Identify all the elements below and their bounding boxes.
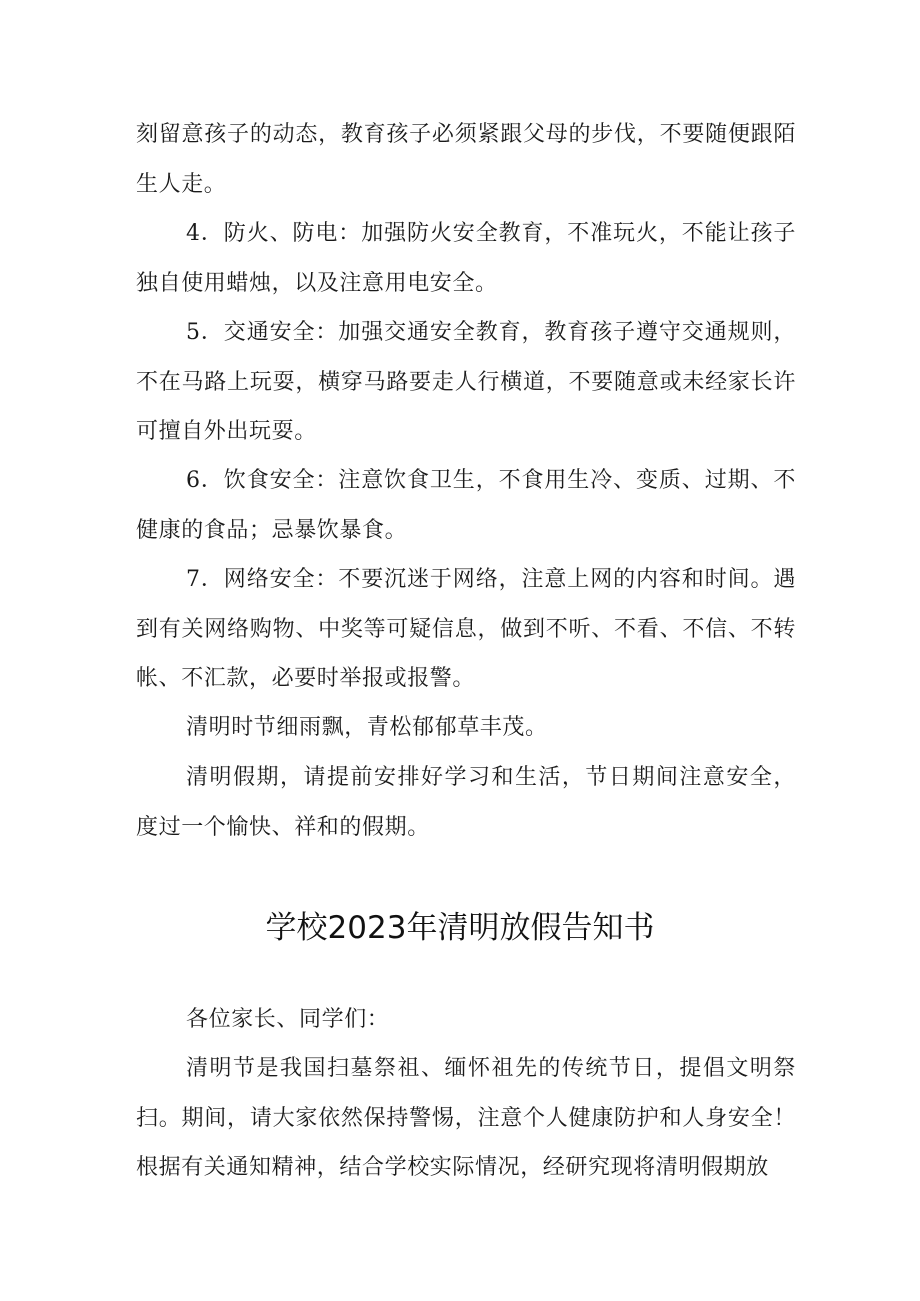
salutation: 各位家长、同学们： [186, 1007, 390, 1032]
item-traffic-safety: 5．交通安全：加强交通安全教育，教育孩子遵守交通规则，不在马路上玩耍，横穿马路要走人行横道，不要随意或未经家长许可擅自外出玩耍。 [136, 320, 796, 444]
closing-text: 清明假期，请提前安排好学习和生活，节日期间注意安全，度过一个愉快、祥和的假期。 [136, 765, 796, 840]
continued-paragraph: 刻留意孩子的动态，教育孩子必须紧跟父母的步伐，不要随便跟陌生人走。 [136, 122, 796, 197]
item-internet-safety: 7．网络安全：不要沉迷于网络，注意上网的内容和时间。遇到有关网络购物、中奖等可疑信息，做到不听、不看、不信、不转帐、不汇款，必要时举报或报警。 [136, 567, 796, 691]
item-food-safety: 6．饮食安全：注意饮食卫生，不食用生冷、变质、过期、不健康的食品；忌暴饮暴食。 [136, 468, 796, 543]
notice-body-paragraph: 清明节是我国扫墓祭祖、缅怀祖先的传统节日，提倡文明祭扫。期间，请大家依然保持警惕，注意个人健康防护和人身安全！根据有关通知精神，结合学校实际情况，经研究现将清明假期放 [136, 1056, 796, 1180]
notice-title: 学校2023年清明放假告知书 [265, 910, 655, 946]
item-fire-electric-safety: 4．防火、防电：加强防火安全教育，不准玩火，不能让孩子独自使用蜡烛，以及注意用电安全。 [136, 221, 796, 296]
closing-poem: 清明时节细雨飘，青松郁郁草丰茂。 [186, 715, 548, 740]
